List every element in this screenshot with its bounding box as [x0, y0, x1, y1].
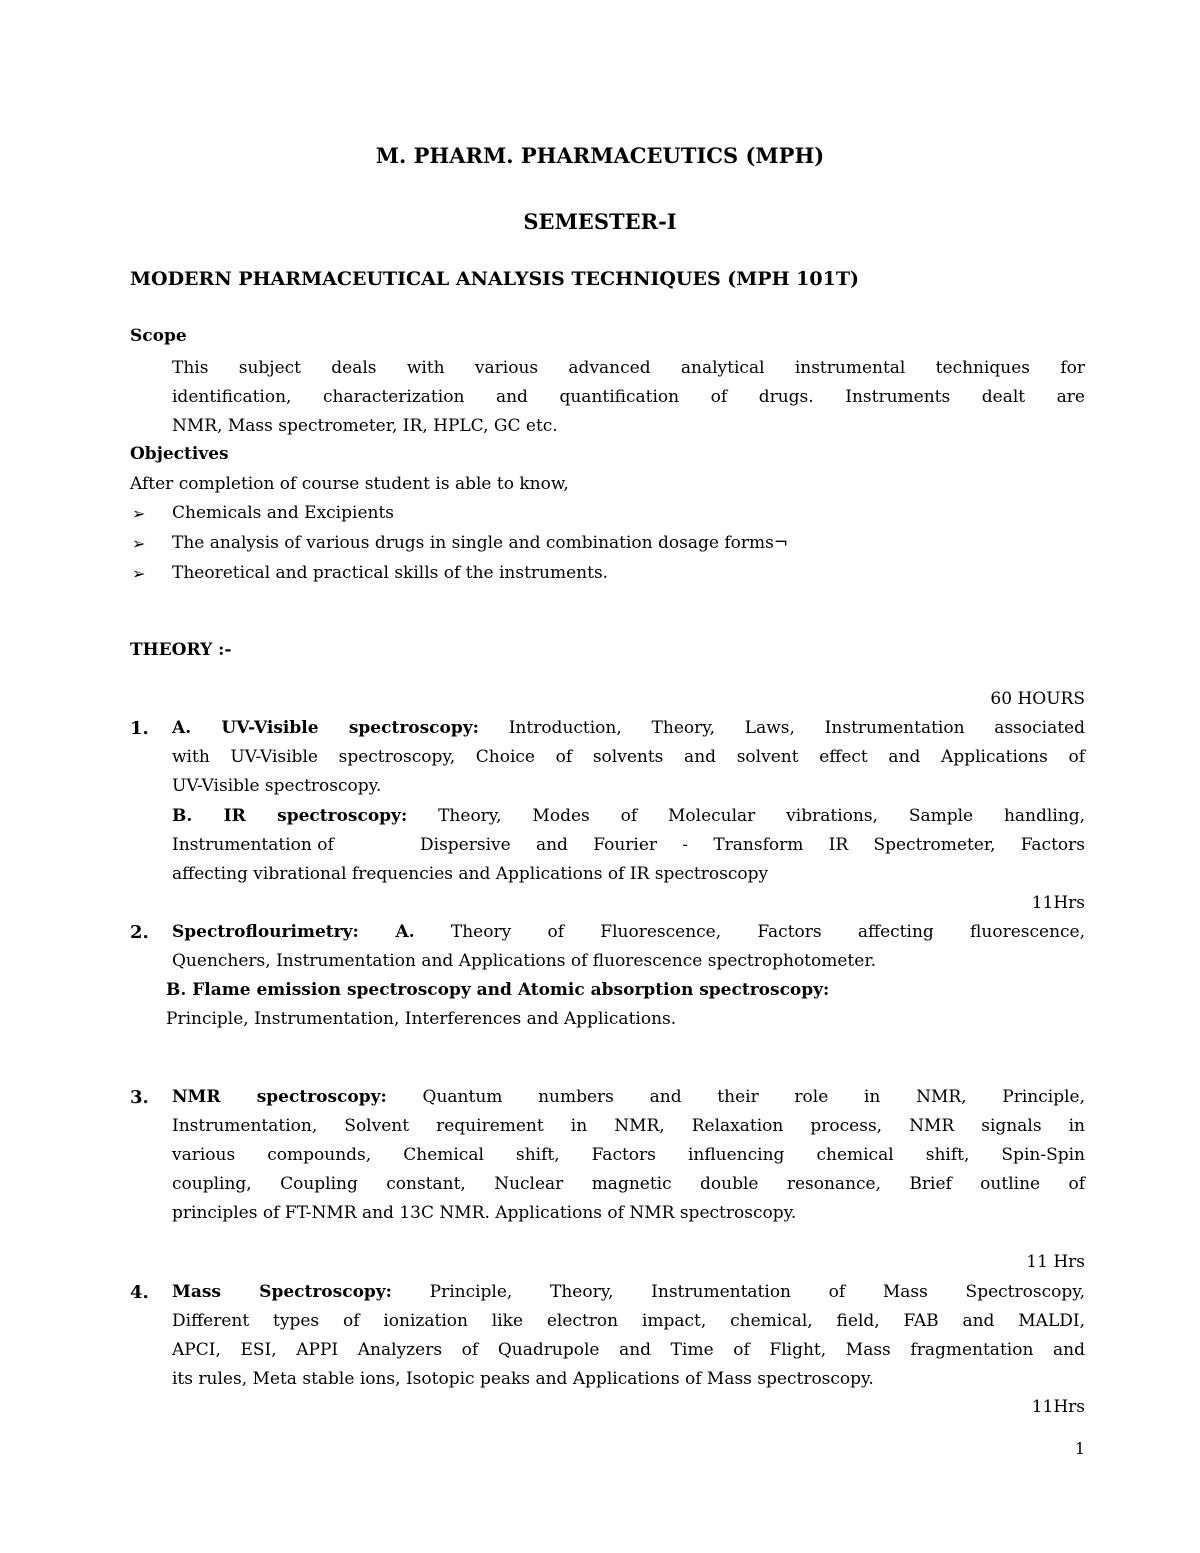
- unit-1-number: 1.: [130, 718, 149, 739]
- unit-3-line-3: various compounds, Chemical shift, Factors influencing chemical shift, Spin-Spin: [172, 1145, 1085, 1165]
- unit-2-b-heading: B. Flame emission spectroscopy and Atomic absorption spectroscopy:: [166, 980, 830, 1000]
- objectives-label: Objectives: [130, 444, 229, 464]
- scope-line-1: This subject deals with various advanced analytical instrumental techniques for: [172, 358, 1085, 378]
- unit-2-a-line-1: Spectroflourimetry: A. Theory of Fluorescence, Factors affecting fluorescence,: [172, 922, 1085, 942]
- unit-4-hours: 11Hrs: [1031, 1397, 1085, 1417]
- unit-1-b-line-2a: Instrumentation of: [172, 835, 334, 855]
- unit-3-line-4: coupling, Coupling constant, Nuclear magnetic double resonance, Brief outline of: [172, 1174, 1085, 1194]
- arrow-bullet-icon: ➢: [132, 534, 146, 553]
- unit-3-line-2: Instrumentation, Solvent requirement in NMR, Relaxation process, NMR signals in: [172, 1116, 1085, 1136]
- semester-title: SEMESTER-I: [523, 209, 677, 234]
- unit-3-number: 3.: [130, 1087, 149, 1108]
- unit-2-number: 2.: [130, 922, 149, 943]
- objective-item: Chemicals and Excipients: [172, 503, 395, 523]
- unit-4-number: 4.: [130, 1282, 149, 1303]
- unit-1-b-line-2b: Dispersive and Fourier - Transform IR Spectrometer, Factors: [420, 835, 1085, 855]
- theory-label: THEORY :-: [130, 640, 232, 660]
- objective-item: The analysis of various drugs in single and combination dosage forms¬: [172, 533, 789, 553]
- scope-line-3: NMR, Mass spectrometer, IR, HPLC, GC etc.: [172, 416, 558, 436]
- unit-1-b-line-1: B. IR spectroscopy: Theory, Modes of Molecular vibrations, Sample handling,: [172, 806, 1085, 826]
- unit-1-a-line-1: A. UV-Visible spectroscopy: Introduction, Theory, Laws, Instrumentation associated: [172, 718, 1085, 738]
- unit-1-b-line-3: affecting vibrational frequencies and Applications of IR spectroscopy: [172, 864, 769, 884]
- unit-1-a-line-2: with UV-Visible spectroscopy, Choice of solvents and solvent effect and Applications of: [172, 747, 1085, 767]
- page-number: 1: [1074, 1439, 1085, 1458]
- course-title: MODERN PHARMACEUTICAL ANALYSIS TECHNIQUES (MPH 101T): [130, 268, 859, 290]
- unit-3-hours: 11 Hrs: [1026, 1252, 1085, 1272]
- total-hours: 60 HOURS: [990, 689, 1085, 709]
- scope-line-2: identification, characterization and quantification of drugs. Instruments dealt are: [172, 387, 1085, 407]
- unit-2-b-line: Principle, Instrumentation, Interferences and Applications.: [166, 1009, 677, 1029]
- unit-1-hours: 11Hrs: [1031, 893, 1085, 913]
- arrow-bullet-icon: ➢: [132, 504, 146, 523]
- unit-3-line-1: NMR spectroscopy: Quantum numbers and their role in NMR, Principle,: [172, 1087, 1085, 1107]
- unit-4-line-2: Different types of ionization like electron impact, chemical, field, FAB and MALDI,: [172, 1311, 1085, 1331]
- unit-1-a-line-3: UV-Visible spectroscopy.: [172, 776, 382, 796]
- scope-label: Scope: [130, 326, 187, 346]
- program-title: M. PHARM. PHARMACEUTICS (MPH): [375, 143, 825, 168]
- unit-3-line-5: principles of FT-NMR and 13C NMR. Applications of NMR spectroscopy.: [172, 1203, 797, 1223]
- objective-item: Theoretical and practical skills of the instruments.: [172, 563, 609, 583]
- unit-2-a-line-2: Quenchers, Instrumentation and Applications of fluorescence spectrophotometer.: [172, 951, 876, 971]
- unit-4-line-3: APCI, ESI, APPI Analyzers of Quadrupole and Time of Flight, Mass fragmentation and: [172, 1340, 1085, 1360]
- objectives-intro: After completion of course student is able to know,: [130, 474, 569, 494]
- unit-4-line-4: its rules, Meta stable ions, Isotopic peaks and Applications of Mass spectroscopy.: [172, 1369, 874, 1389]
- arrow-bullet-icon: ➢: [132, 564, 146, 583]
- unit-4-line-1: Mass Spectroscopy: Principle, Theory, Instrumentation of Mass Spectroscopy,: [172, 1282, 1085, 1302]
